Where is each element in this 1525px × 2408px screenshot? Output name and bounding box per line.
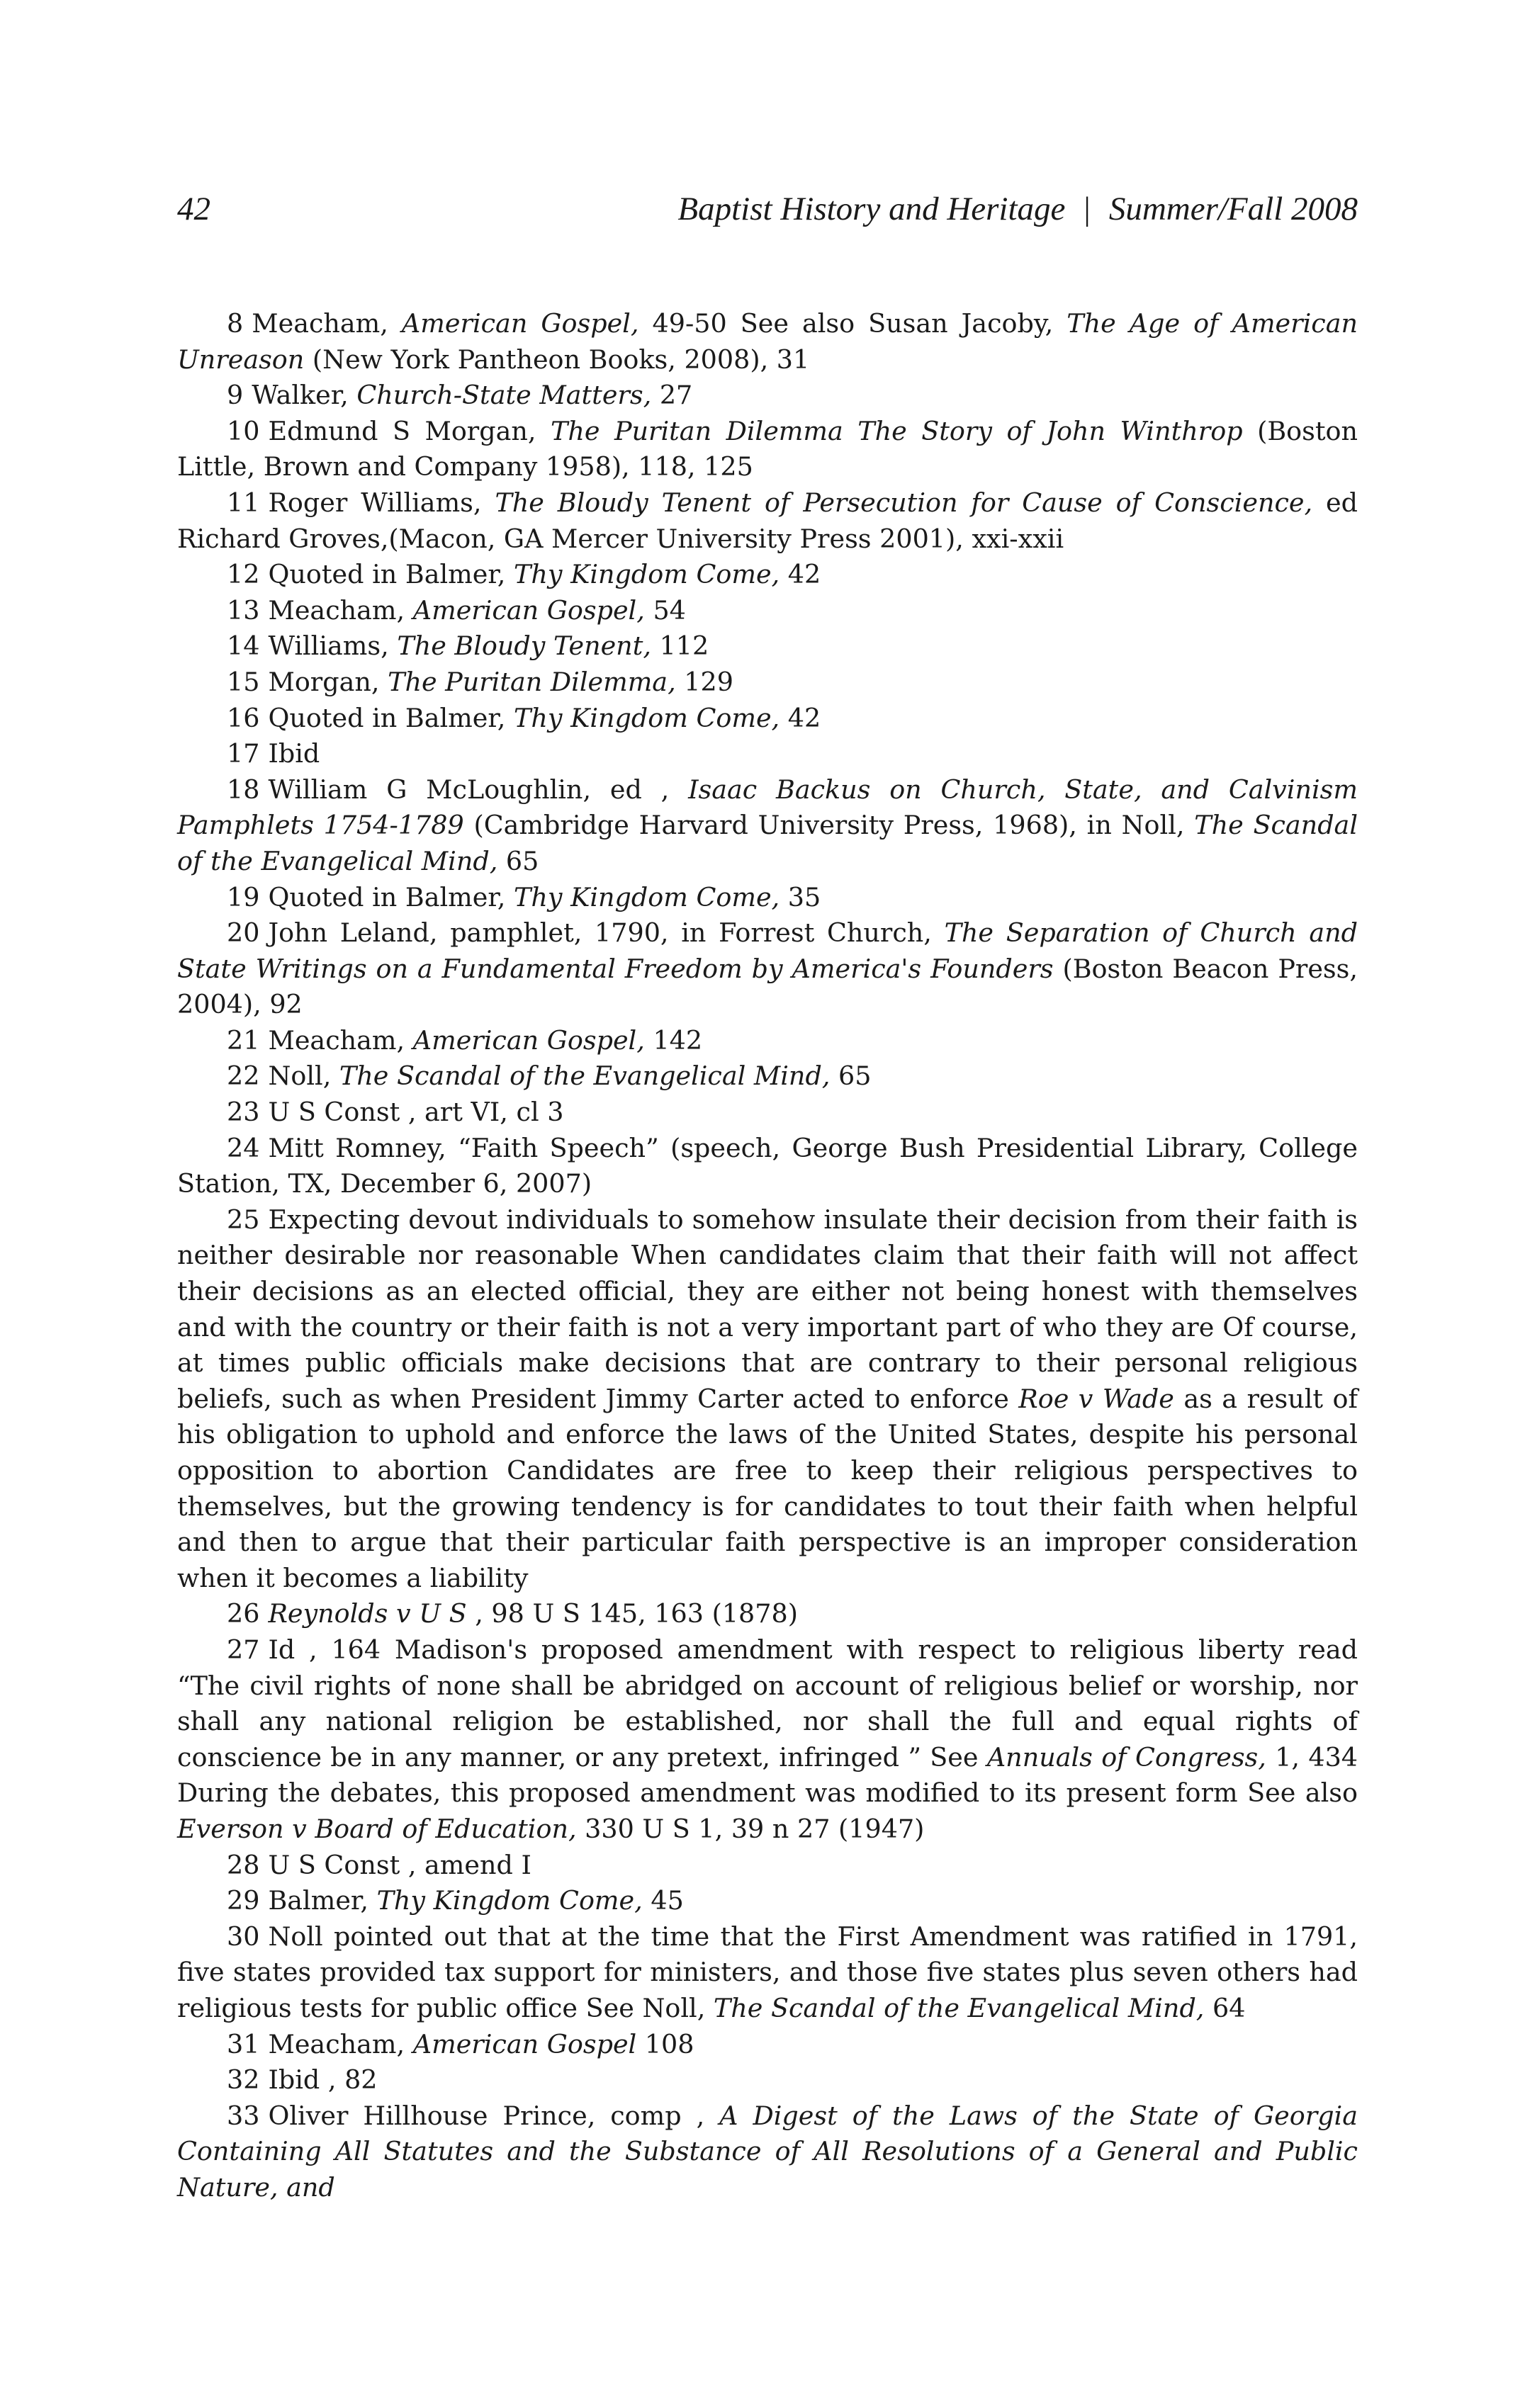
issue-label: Summer/Fall 2008 [1108,191,1358,227]
endnote-italic-text: Roe v Wade [1018,1383,1174,1414]
endnote-number: 19 [227,881,260,912]
header-separator: | [1084,191,1091,227]
endnote-text: Ibid [268,738,320,769]
endnote-text: 42 [780,559,821,590]
endnote [177,1023,1358,1059]
endnote-text: (Boston Beacon Press, 2004), 92 [177,953,1358,1020]
endnote [177,593,1358,629]
endnote [177,1919,1358,2027]
endnote [177,772,1358,880]
endnotes-list [177,306,1358,2205]
endnote-text: Edmund S Morgan, [268,415,551,446]
endnote [177,1202,1358,1597]
endnote-text: ed Richard Groves,(Macon, GA Mercer University Press 2001), xxi-xxii [177,487,1358,554]
endnote-number: 11 [227,487,260,518]
endnote [177,628,1358,665]
endnote-text: Noll pointed out that at the time that the First Amendment was ratified in 1791, five states provided tax support for ministers, and those five states plus seven others had religious tests for public office See Noll, [177,1921,1358,2023]
endnote [177,1596,1358,1632]
endnote-italic-text: Thy Kingdom Come, [514,881,780,912]
endnote-text: William G McLoughlin, ed , [268,774,689,805]
endnote-number: 33 [227,2100,260,2131]
endnote-text: Williams, [268,631,398,662]
endnote-text: 54 [644,594,686,626]
endnote-text: John Leland, pamphlet, 1790, in Forrest Church, [268,917,945,949]
endnote-text: Meacham, [252,308,402,339]
endnote-number: 9 [227,380,244,411]
endnote-italic-text: American Gospel, [412,1024,645,1056]
endnote-text: Morgan, [268,666,388,697]
endnote [177,2027,1358,2063]
endnote-number: 17 [227,738,260,769]
endnote [177,485,1358,557]
endnote-text: 27 [651,380,693,411]
endnote-text: 65 [830,1061,872,1092]
endnote-italic-text: Everson v Board of Education, [177,1813,577,1844]
endnote-text: 330 U S 1, 39 n 27 (1947) [576,1813,925,1844]
endnote [177,1848,1358,1884]
endnote-text: Noll, [268,1061,339,1092]
endnote [177,557,1358,593]
endnote-number: 25 [227,1204,260,1235]
endnote-number: 8 [227,308,244,339]
endnote-italic-text: The Scandal of the Evangelical Mind, [713,1992,1205,2023]
endnote-text: Quoted in Balmer, [268,881,514,912]
endnote-number: 10 [227,415,260,446]
endnote-italic-text: The Scandal of the Evangelical Mind, [339,1061,831,1092]
endnote [177,2062,1358,2098]
endnote-text: Id , 164 Madison's proposed amendment with respect to religious liberty read “The civil rights of none shall be abridged on account of religious belief or worship, nor shall any national religion be established, nor shall the full and equal rights of conscience be in any manner, or any pretext, infringed ” See [177,1634,1358,1773]
endnote-text: Quoted in Balmer, [268,559,514,590]
endnote-number: 22 [227,1061,260,1092]
endnote-italic-text: American Gospel, [401,308,639,339]
endnote-text: U S Const , amend I [268,1849,531,1880]
endnote-text: 1, 434 During the debates, this proposed amendment was modified to its present form See also [177,1741,1358,1809]
endnote [177,378,1358,414]
endnote [177,1095,1358,1131]
endnote-number: 14 [227,631,260,662]
endnote-number: 13 [227,594,260,626]
running-title [677,190,1358,228]
journal-title: Baptist History and Heritage [677,191,1066,227]
endnote-text: Meacham, [268,594,413,626]
page-number: 42 [177,191,210,227]
endnote-italic-text: The Puritan Dilemma The Story of John Winthrop [551,415,1243,446]
endnote-text: 65 [497,845,539,876]
endnote-text: (Cambridge Harvard University Press, 1968), in Noll, [463,810,1195,841]
endnote-number: 16 [227,702,260,733]
endnote-text: 142 [644,1024,703,1056]
endnote [177,1058,1358,1095]
endnote [177,1883,1358,1919]
endnote-text: Mitt Romney, “Faith Speech” (speech, George Bush Presidential Library, College Station, TX, December 6, 2007) [177,1132,1358,1199]
endnote [177,665,1358,701]
endnote-text: Ibid , 82 [268,2064,378,2096]
endnote-text: 45 [642,1885,684,1916]
endnote-number: 21 [227,1024,260,1056]
endnote-text: 64 [1204,1992,1246,2023]
endnote-italic-text: The Scandal of the Evangelical Mind, [177,810,1358,876]
endnote-text: Roger Williams, [268,487,495,518]
endnote-text: 42 [780,702,821,733]
endnote-number: 23 [227,1097,260,1128]
endnote-text: Balmer, [268,1885,377,1916]
endnote-text: Expecting devout individuals to somehow insulate their decision from their faith is neither desirable nor reasonable When candidates claim that their faith will not affect their decisions as an elected official, they are either not being honest with themselves and with the country or their faith is not a very important part of who they are Of course, at times public officials make decisions that are contrary to their personal religious beliefs, such as when President Jimmy Carter acted to enforce [177,1204,1358,1414]
endnote-text: Meacham, [268,2028,413,2059]
endnote-number: 32 [227,2064,260,2096]
endnote-italic-text: Thy Kingdom Come, [376,1885,643,1916]
endnote-number: 18 [227,774,260,805]
endnote-number: 20 [227,917,260,949]
endnote-text: (Boston Little, Brown and Company 1958), 118, 125 [177,415,1358,482]
endnote-italic-text: A Digest of the Laws of the State of Georgia Containing All Statutes and the Substance of All Resolutions of a General and Public Nature, and [177,2100,1358,2203]
endnote [177,1632,1358,1848]
endnote-italic-text: The Bloudy Tenent, [397,631,651,662]
endnote-text: 49-50 See also Susan Jacoby, [638,308,1067,339]
endnote-number: 24 [227,1132,260,1163]
endnote-text: Walker, [252,380,357,411]
endnote-italic-text: The Age of American Unreason [177,308,1358,375]
endnote-italic-text: American Gospel [412,2028,637,2059]
endnote [177,880,1358,916]
endnote-italic-text: Isaac Backus on Church, State, and Calvinism Pamphlets 1754-1789 [177,774,1358,841]
endnote-text: 35 [780,881,821,912]
endnote [177,915,1358,1023]
running-head [177,190,1358,232]
endnote-text: (New York Pantheon Books, 2008), 31 [304,344,810,375]
endnote-number: 28 [227,1849,260,1880]
endnote-italic-text: American Gospel, [412,594,645,626]
endnote [177,414,1358,485]
endnote-italic-text: Thy Kingdom Come, [514,559,780,590]
endnote-text: Oliver Hillhouse Prince, comp , [268,2100,720,2131]
endnote-text: Meacham, [268,1024,413,1056]
endnote-text: 108 [636,2028,694,2059]
endnote-text: , 98 U S 145, 163 (1878) [466,1598,798,1629]
endnote-number: 15 [227,666,260,697]
endnote-text: 129 [675,666,733,697]
endnote-text: Quoted in Balmer, [268,702,514,733]
endnote [177,2098,1358,2206]
endnote-italic-text: Thy Kingdom Come, [514,702,780,733]
endnote-italic-text: Reynolds v U S [268,1598,467,1629]
endnote-number: 12 [227,559,260,590]
endnote-text: as a result of his obligation to uphold and enforce the laws of the United States, despite his personal opposition to abortion Candidates are free to keep their religious perspectives to themselves, but the growing tendency is for candidates to tout their faith when helpful and then to argue that their particular faith perspective is an improper consideration when it becomes a liability [177,1383,1358,1593]
endnote-italic-text: The Separation of Church and State Writings on a Fundamental Freedom by America's Founders [177,917,1358,984]
endnote-italic-text: Annuals of Congress, [986,1741,1266,1773]
endnote-italic-text: Church-State Matters, [356,380,652,411]
endnote-italic-text: The Bloudy Tenent of Persecution for Cause of Conscience, [495,487,1313,518]
endnote-number: 26 [227,1598,260,1629]
endnote-number: 27 [227,1634,260,1665]
endnote [177,701,1358,737]
endnote-number: 29 [227,1885,260,1916]
endnote-text: U S Const , art VI, cl 3 [268,1097,564,1128]
endnote-text: 112 [651,631,709,662]
endnote-italic-text: The Puritan Dilemma, [388,666,676,697]
endnote [177,736,1358,772]
endnote [177,306,1358,378]
endnote-number: 31 [227,2028,260,2059]
endnote [177,1131,1358,1202]
endnote-number: 30 [227,1921,260,1952]
